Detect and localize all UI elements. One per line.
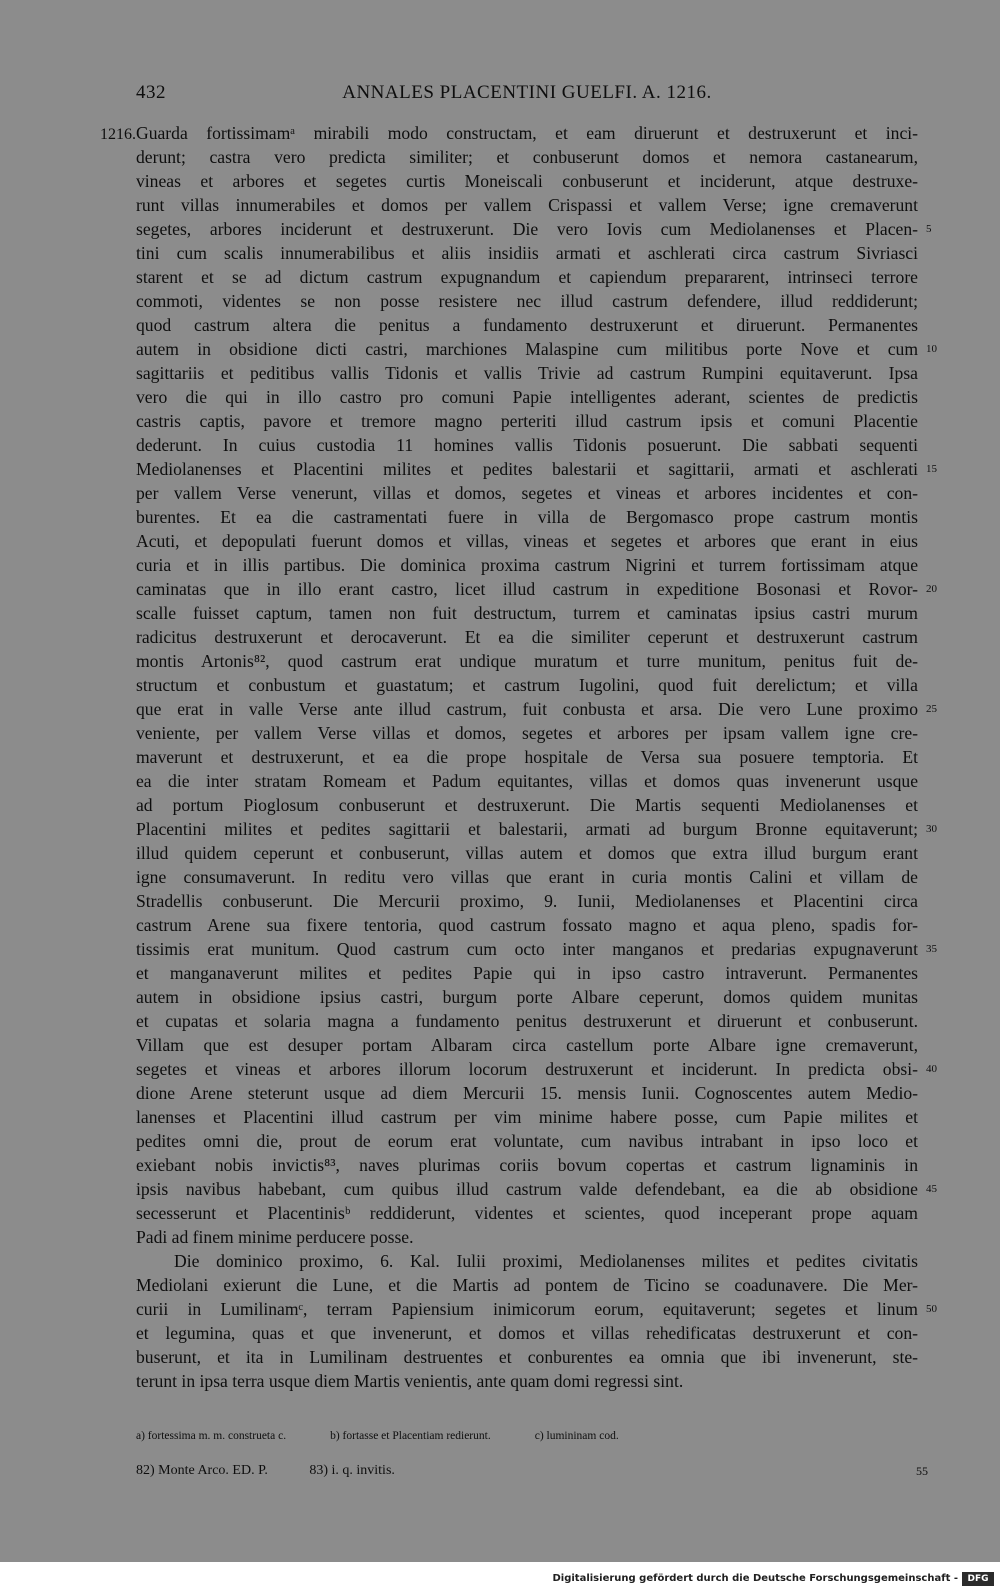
text-line: ad portum Pioglosum conbuserunt et destruxerunt. Die Martis sequenti Mediolanenses et (136, 795, 918, 815)
text-line: vero die qui in illo castro pro comuni Papie intelligentes aderant, scientes de predictis (136, 387, 918, 407)
text-line: caminatas que in illo erant castro, licet illud castrum in expeditione Bosonasi et Rovor- (136, 579, 918, 599)
text-line: et cupatas et solaria magna a fundamento penitus destruxerunt et diruerunt et conbuserunt. (136, 1011, 918, 1031)
text-line: exiebant nobis invictis⁸³, naves plurimas coriis bovum copertas et castrum lignaminis in (136, 1155, 918, 1175)
editor-note: 82) Monte Arco. ED. P. (136, 1463, 268, 1478)
text-line: sagittariis et peditibus vallis Tidonis et vallis Trivie ad castrum Rumpini equitaverunt. Ipsa (136, 363, 918, 383)
text-line: Acuti, et depopulati fuerunt domos et villas, vineas et segetes et arbores que erant in eius (136, 531, 918, 551)
text-line: quod castrum altera die penitus a fundamento destruxerunt et diruerunt. Permanentes (136, 315, 918, 335)
text-line: Villam que est desuper portam Albaram circa castellum porte Albare igne cremaverunt, (136, 1035, 918, 1055)
line-number: 50 (926, 1303, 937, 1315)
text-line: autem in obsidione dicti castri, marchiones Malaspine cum militibus porte Nove et cum (136, 339, 918, 359)
editor-notes (136, 1463, 928, 1483)
text-line: ea die inter stratam Romeam et Padum equitantes, villas et domos quas invenerunt usque (136, 771, 918, 791)
text-line: castris captis, pavore et tremore magno perteriti illud castrum ipsis et comuni Placentie (136, 411, 918, 431)
line-number: 5 (926, 223, 932, 235)
text-line: que erat in valle Verse ante illud castrum, fuit conbusta et arsa. Die vero Lune proximo (136, 699, 918, 719)
text-line: et manganaverunt milites et pedites Papie qui in ipso castro intraverunt. Permanentes (136, 963, 918, 983)
line-number: 20 (926, 583, 937, 595)
text-line: vineas et arbores et segetes curtis Moneiscali conbuserunt et inciderunt, atque destruxe- (136, 171, 918, 191)
text-line: tissimis erat munitum. Quod castrum cum octo inter manganos et predarias expugnaverunt (136, 939, 918, 959)
text-line: curii in Lumilinamᶜ, terram Papiensium inimicorum eorum, equitaverunt; segetes et linum (136, 1299, 918, 1319)
text-line: montis Artonis⁸², quod castrum erat undique muratum et turre munitum, penitus fuit de- (136, 651, 918, 671)
text-line: illud quidem ceperunt et conbuserunt, villas autem et domos que extra illud burgum erant (136, 843, 918, 863)
text-line: Placentini milites et pedites sagittarii et balestarii, armati ad burgum Bronne equitaverunt; (136, 819, 918, 839)
funding-credit: Digitalisierung gefördert durch die Deutsche Forschungsgemeinschaft - (552, 1573, 958, 1584)
line-number: 40 (926, 1063, 937, 1075)
line-number: 25 (926, 703, 937, 715)
line-number: 35 (926, 943, 937, 955)
text-line: secesserunt et Placentinisᵇ reddiderunt, videntes et scientes, quod inceperant prope aquam (136, 1203, 918, 1223)
text-line: segetes et vineas et arbores illorum locorum destruxerunt et inciderunt. In predicta obsi- (136, 1059, 918, 1079)
text-line: buserunt, et ita in Lumilinam destruentes et conburentes ea omnia que ibi invenerunt, ste- (136, 1347, 918, 1367)
text-line: Mediolani exierunt die Lune, et die Martis ad pontem de Ticino se coadunavere. Die Mer- (136, 1275, 918, 1295)
text-line: pedites omni die, prout de eorum erat voluntate, cum navibus intrabant in ipso loco et (136, 1131, 918, 1151)
text-line: igne consumaverunt. In reditu vero villas que erant in curia montis Calini et villam de (136, 867, 918, 887)
text-line: Stradellis conbuserunt. Die Mercurii proximo, 9. Iunii, Mediolanenses et Placentini circa (136, 891, 918, 911)
year-marker: 1216. (100, 126, 136, 143)
sheet-number: 55 (916, 1464, 928, 1478)
editor-note: 83) i. q. invitis. (309, 1463, 395, 1478)
text-line: tini cum scalis innumerabilibus et aliis insidiis armati et aschlerati circa castrum Sivriasci (136, 243, 918, 263)
footnote: c) lumininam cod. (534, 1430, 619, 1442)
text-line: derunt; castra vero predicta similiter; et conbuserunt domos et nemora castanearum, (136, 147, 918, 167)
text-line: runt villas innumerabiles et domos per vallem Crispassi et vallem Verse; igne cremaverunt (136, 195, 918, 215)
text-line: scalle fuisset captum, tamen non fuit destructum, turrem et caminatas ipsius castri murum (136, 603, 918, 623)
text-line: ipsis navibus habebant, cum quibus illud castrum valde defendebant, ea die ab obsidione (136, 1179, 918, 1199)
text-line: et legumina, quas et que invenerunt, et domos et villas rehedificatas destruxerunt et con- (136, 1323, 918, 1343)
text-line: radicitus destruxerunt et derocaverunt. Et ea die similiter ceperunt et destruxerunt castrum (136, 627, 918, 647)
header-title: ANNALES PLACENTINI GUELFI. A. 1216. (342, 82, 712, 103)
page-number: 432 (136, 82, 166, 103)
line-number: 45 (926, 1183, 937, 1195)
text-line: segetes, arbores inciderunt et destruxerunt. Die vero Iovis cum Mediolanenses et Placen- (136, 219, 918, 239)
text-line: maverunt et destruxerunt, et ea die prope hospitale de Versa sua posuere temptoria. Et (136, 747, 918, 767)
text-line: lanenses et Placentini illud castrum per vim minime habere posse, cum Papie milites et (136, 1107, 918, 1127)
text-line: terunt in ipsa terra usque diem Martis venientis, ante quam domi regressi sint. (136, 1371, 684, 1391)
funding-bar (0, 1562, 1000, 1595)
footnote: b) fortasse et Placentiam redierunt. (330, 1430, 491, 1442)
footnotes (136, 1430, 918, 1442)
line-number: 15 (926, 463, 937, 475)
text-line: Mediolanenses et Placentini milites et pedites balestarii et sagittarii, armati et aschlerati (136, 459, 918, 479)
running-head (136, 82, 918, 112)
text-line: starent et se ad dictum castrum expugnandum et capiendum prepararent, intrinseci terrore (136, 267, 918, 287)
text-line: commoti, videntes se non posse resistere nec illud castrum defendere, illud reddiderunt; (136, 291, 918, 311)
text-line: castrum Arene sua fixere tentoria, quod castrum fossato magno et aqua pleno, spadis for- (136, 915, 918, 935)
text-line: per vallem Verse venerunt, villas et domos, segetes et vineas et arbores incidentes et con- (136, 483, 918, 503)
line-number: 10 (926, 343, 937, 355)
text-line: veniente, per vallem Verse villas et domos, segetes et arbores per ipsam vallem igne cre- (136, 723, 918, 743)
text-line: dederunt. In cuius custodia 11 homines vallis Tidonis posuerunt. Die sabbati sequenti (136, 435, 918, 455)
text-line: burentes. Et ea die castramentati fuere in villa de Bergomasco prope castrum montis (136, 507, 918, 527)
text-line: autem in obsidione ipsius castri, burgum porte Albare ceperunt, domos quidem munitas (136, 987, 918, 1007)
body-text (136, 121, 918, 1393)
text-line: curia et in illis partibus. Die dominica proxima castrum Nigrini et turrem fortissimam atque (136, 555, 918, 575)
text-line: structum et conbustum et guastatum; et castrum Iugolini, quod fuit derelictum; et villa (136, 675, 918, 695)
text-line: dione Arene steterunt usque ad diem Mercurii 15. mensis Iunii. Cognoscentes autem Medio- (136, 1083, 918, 1103)
text-line: Padi ad finem minime perducere posse. (136, 1227, 414, 1247)
text-line: Guarda fortissimamᵃ mirabili modo constructam, et eam diruerunt et destruxerunt et inci- (136, 123, 918, 143)
footnote: a) fortessima m. m. construeta c. (136, 1430, 287, 1442)
dfg-logo-icon: DFG (962, 1572, 994, 1586)
text-line: Die dominico proximo, 6. Kal. Iulii proximi, Mediolanenses milites et pedites civitatis (174, 1251, 918, 1271)
line-number: 30 (926, 823, 937, 835)
